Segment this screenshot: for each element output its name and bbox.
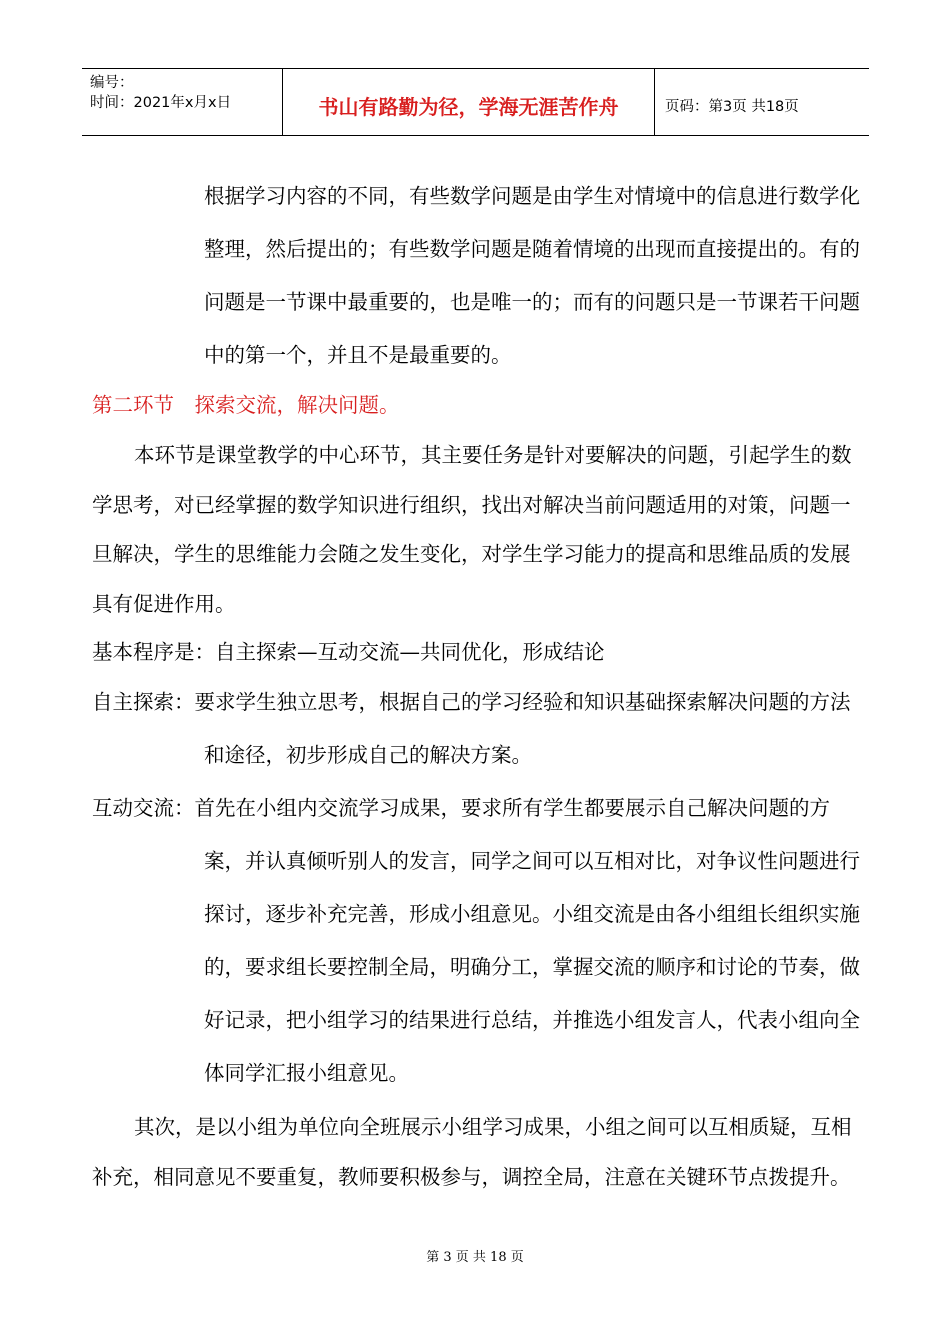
header-page-info: 页码：第3页 共18页 <box>665 98 799 115</box>
document-date-label: 时间：2021年x月x日 <box>90 95 232 111</box>
header-meta-cell <box>82 69 283 135</box>
basic-procedure: 基本程序是：自主探索—互动交流—共同优化，形成结论 <box>92 640 605 664</box>
section-paragraph: 本环节是课堂教学的中心环节，其主要任务是针对要解决的问题，引起学生的数学思考，对已经掌握的数学知识进行组织，找出对解决当前问题适用的对策，问题一旦解决，学生的思维能力会随之发生变化，对学生学习能力的提高和思维品质的发展具有促进作用。 <box>92 443 852 616</box>
page-header <box>82 68 869 136</box>
document-number-label: 编号： <box>90 75 134 91</box>
interactive-item: 互动交流：首先在小组内交流学习成果，要求所有学生都要展示自己解决问题的方案，并认真倾听别人的发言，同学之间可以互相对比，对争议性问题进行探讨，逐步补充完善，形成小组意见。小组交流是由各小组组长组织实施的，要求组长要控制全局，明确分工，掌握交流的顺序和讨论的节奏，做好记录，把小组学习的结果进行总结，并推选小组发言人，代表小组向全体同学汇报小组意见。 <box>92 796 860 1085</box>
intro-paragraph: 根据学习内容的不同，有些数学问题是由学生对情境中的信息进行数学化整理，然后提出的；有些数学问题是随着情境的出现而直接提出的。有的问题是一节课中最重要的，也是唯一的；而有的问题只是一节课若干问题中的第一个，并且不是最重要的。 <box>204 184 860 367</box>
document-body <box>92 170 862 1202</box>
next-paragraph: 其次，是以小组为单位向全班展示小组学习成果，小组之间可以互相质疑，互相补充，相同意见不要重复，教师要积极参与，调控全局，注意在关键环节点拨提升。 <box>92 1115 852 1189</box>
page-footer: 第 3 页 共 18 页 <box>426 1250 524 1265</box>
header-motto: 书山有路勤为径，学海无涯苦作舟 <box>283 69 655 135</box>
section-heading: 第二环节 探索交流，解决问题。 <box>92 393 400 417</box>
self-explore-item: 自主探索：要求学生独立思考，根据自己的学习经验和知识基础探索解决问题的方法和途径，初步形成自己的解决方案。 <box>92 690 851 767</box>
